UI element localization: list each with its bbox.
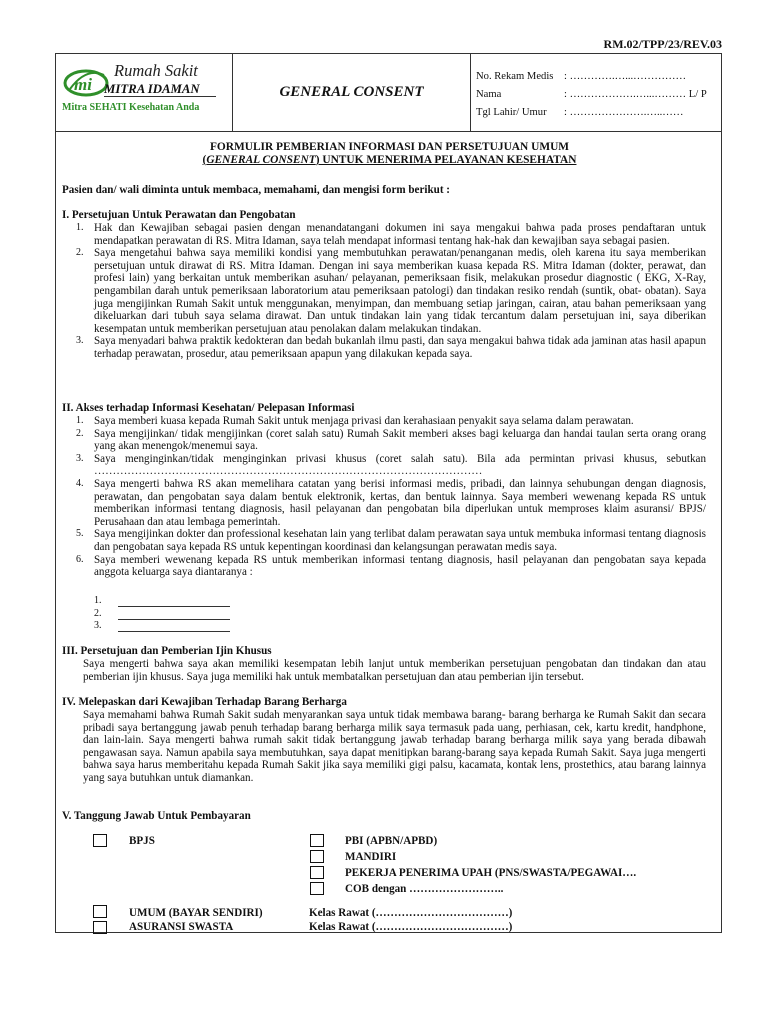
- mandiri-checkbox[interactable]: [310, 850, 324, 863]
- family-member-3-field[interactable]: [118, 620, 230, 632]
- family-member-2-field[interactable]: [118, 608, 230, 620]
- mi-logo-icon: [62, 65, 110, 99]
- name-label: Nama: [476, 89, 502, 100]
- dob-field[interactable]: : ………………….…..……: [564, 107, 684, 118]
- logo-mark: mi: [74, 75, 92, 94]
- form-header: [56, 54, 721, 132]
- section-2-list: [76, 415, 706, 579]
- list-item: 1. Hak dan Kewajiban sebagai pasien dengan menandatangani dokumen ini saya mengakui bahwa pada proses pendaftaran untuk mendapatkan perawatan di RS. Mitra Idaman, saya telah mendapat informasi tentang hak-hak dan kewajiban saya sebagai pasien.: [76, 222, 706, 247]
- umum-checkbox[interactable]: [93, 905, 107, 918]
- intro-text: Pasien dan/ wali diminta untuk membaca, memahami, dan mengisi form berikut :: [62, 184, 450, 196]
- list-item: 3. Saya menyadari bahwa praktik kedokteran dan bedah bukanlah ilmu pasti, dan saya mengakui bahwa tidak ada jaminan atas hasil apapun terhadap perawatan, prosedur, atau pemeriksaan apapun yang dilakukan kepada saya.: [76, 335, 706, 360]
- form-title: [56, 141, 723, 167]
- section-4-title: IV. Melepaskan dari Kewajiban Terhadap Barang Berharga: [62, 696, 347, 708]
- list-item: 2. Saya mengijinkan/ tidak mengijinkan (coret salah satu) Rumah Sakit memberi akses bagi keluarga dan handai taulan serta orang orang yang akan menengok/menemui saya.: [76, 427, 706, 453]
- patient-info: [476, 68, 707, 122]
- rm-field[interactable]: : ………….…...……………: [564, 71, 687, 82]
- list-item: 4. Saya mengerti bahwa RS akan memelihara catatan yang berisi informasi medis, pribadi, dan lainnya sehubungan dengan diagnosis, perawatan, dan pengobatan saya dalam bentuk elektronik, kertas, dan bentuk lainnya. Saya memberi wewenang kepada RS untuk memberikan informasi tentang diagnosis, hasil pelayanan dan pengobatan bila diperlukan untuk memproses klaim asuransi/ BPJS/ Perusahaan dan atau lembaga pemerintah.: [76, 477, 706, 528]
- section-1-list: [76, 222, 706, 361]
- ppu-label: PEKERJA PENERIMA UPAH (PNS/SWASTA/PEGAWAI….: [345, 867, 637, 879]
- section-4-text: Saya memahami bahwa Rumah Sakit sudah menyarankan saya untuk tidak membawa barang- barang berharga ke Rumah Sakit dan secara pribadi saya bertanggung jawab penuh terhadap barang berharga milik saya termasuk pada uang, perhiasan, cek, kartu kredit, handphone, dan lain-lain. Saya mengerti bahwa rumah sakit tidak bertanggung jawab terhadap barang berharga milik saya yang berada dibawah pengawasan saya. Namun apabila saya membutuhkan, saya dapat menitipkan barang-barang saya kepada Rumah Sakit. Saya juga mengerti bahwa saya harus memberitahu kepada Rumah Sakit jika saya memiliki gigi palsu, kacamata, kontak lens, prostethics, atau barang lainnya yang saya butuhkan untuk diamankan.: [83, 709, 706, 784]
- section-1-title: I. Persetujuan Untuk Perawatan dan Pengobatan: [62, 209, 296, 221]
- rm-label: No. Rekam Medis: [476, 71, 554, 82]
- pbi-checkbox[interactable]: [310, 834, 324, 847]
- header-title: GENERAL CONSENT: [279, 84, 424, 101]
- consent-form: [55, 53, 722, 933]
- bpjs-label: BPJS: [129, 835, 155, 847]
- kelas-rawat-asuransi-field[interactable]: Kelas Rawat (………………………………): [309, 921, 513, 933]
- logo-name: Rumah Sakit: [114, 61, 198, 80]
- list-item: 3. Saya menginginkan/tidak menginginkan privasi khusus (coret salah satu). Bila ada permintan privasi khusus, sebutkan ……………………………………………………………………………………………: [76, 452, 706, 478]
- list-item: 1. Saya memberi kuasa kepada Rumah Sakit untuk menjaga privasi dan kerahasiaan penyakit saya selama dalam perawatan.: [76, 415, 634, 427]
- hospital-logo: [56, 54, 233, 131]
- form-title-line-1: FORMULIR PEMBERIAN INFORMASI DAN PERSETUJUAN UMUM: [209, 141, 570, 153]
- mandiri-label: MANDIRI: [345, 851, 397, 863]
- section-3-text: Saya mengerti bahwa saya akan memiliki kesempatan lebih lanjut untuk memberikan persetujuan pengobatan dan tindakan dan atau pemberian ijin khusus. Saya juga memiliki hak untuk membatalkan persetujuan dan atau pemberian ijin tersebut.: [83, 658, 706, 683]
- section-3-title: III. Persetujuan dan Pemberian Ijin Khusus: [62, 645, 272, 657]
- asuransi-label: ASURANSI SWASTA: [129, 921, 234, 933]
- list-item: 2. Saya mengetahui bahwa saya memiliki kondisi yang membutuhkan perawatan/penanganan medis, oleh karena itu saya memberikan persetujuan untuk dirawat di RS. Mitra Idaman. Dengan ini saya memberikan kuasa kepada RS. Mitra Idaman (dokter, perawat, dan profesi lain) yang berkaitan untuk memberikan asuhan/ pelayanan, pemeriksaan fisik, melakukan prosedur diagnostic ( EKG, X-Ray, pengambilan darah untuk pemeriksaan laboratorium atau pemeriksaan patologi) dan tindakan resiko rendah (suntik, obat- obatan). Saya juga mengijinkan Rumah Sakit untuk menggunakan, menyimpan, dan membuang setiap jaringan, cairan, atau bahan pemeriksaan yang dikeluarkan dari tubuh saya selama dirawat. Dan untuk tindakan lain yang tidak tercantum dalam persetujuan ini, saya diberikan kesempatan untuk memberikan persetujuan atau penolakan dalam melakukan tindakan.: [76, 247, 706, 335]
- logo-tagline: Mitra SEHATI Kesehatan Anda: [62, 102, 200, 113]
- kelas-rawat-umum-field[interactable]: Kelas Rawat (………………………………): [309, 907, 513, 919]
- section-5-title: V. Tanggung Jawab Untuk Pembayaran: [62, 810, 251, 822]
- pbi-label: PBI (APBN/APBD): [345, 835, 438, 847]
- asuransi-checkbox[interactable]: [93, 921, 107, 934]
- cob-checkbox[interactable]: [310, 882, 324, 895]
- header-title-cell: [233, 54, 471, 131]
- bpjs-checkbox[interactable]: [93, 834, 107, 847]
- dob-label: Tgl Lahir/ Umur: [476, 107, 547, 118]
- ppu-checkbox[interactable]: [310, 866, 324, 879]
- list-item: 6. Saya memberi wewenang kepada RS untuk memberikan informasi tentang diagnosis, hasil pelayanan dan pengobatan saya kepada anggota keluarga saya diantaranya :: [76, 553, 706, 579]
- umum-label: UMUM (BAYAR SENDIRI): [129, 907, 263, 919]
- logo-subname: MITRA IDAMAN: [104, 83, 216, 97]
- section-2-title: II. Akses terhadap Informasi Kesehatan/ Pelepasan Informasi: [62, 402, 355, 414]
- list-item: 5. Saya mengijinkan dokter dan professional kesehatan lain yang terlibat dalam perawatan saya untuk membuka informasi tentang diagnosis dan pengobatan saya kepada RS untuk kepentingan koordinasi dan kelangsungan perawatan medis saya.: [76, 528, 706, 553]
- family-member-1-field[interactable]: [118, 595, 230, 607]
- name-field[interactable]: : ……………….…...……… L/ P: [564, 89, 707, 100]
- document-number: RM.02/TPP/23/REV.03: [603, 37, 722, 51]
- family-members-list: 1. 2. 3.: [94, 595, 230, 633]
- form-title-line-2: (GENERAL CONSENT) UNTUK MENERIMA PELAYANAN KESEHATAN: [202, 154, 577, 166]
- cob-label: COB dengan ……………………..: [345, 883, 504, 895]
